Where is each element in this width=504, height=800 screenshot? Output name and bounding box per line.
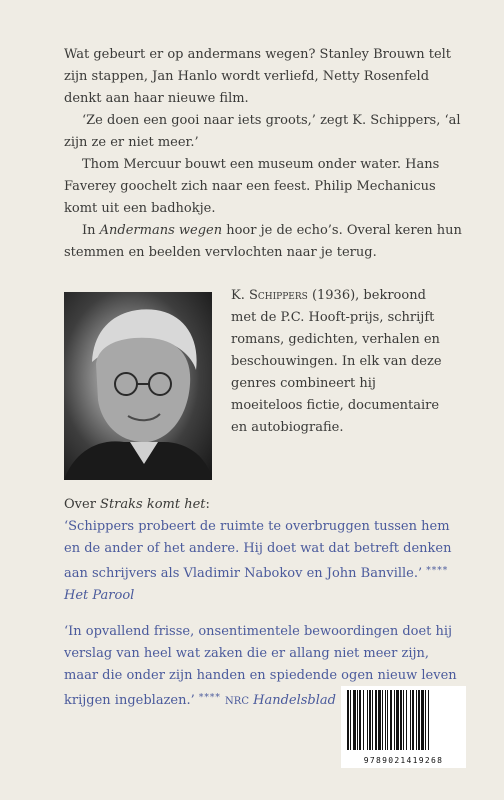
blurb (64, 44, 464, 264)
isbn-barcode (341, 686, 466, 768)
bio-text: (1936), bekroond met de P.C. Hooft-prijs, schrijft romans, gedichten, verhalen en beschouwingen. In elk van deze genres combineert hij moeiteloos fictie, documentaire en autobiografie. (231, 288, 442, 435)
blurb-text: hoor je de echo’s. Overal keren hun stemmen en beelden vervlochten naar je terug. (64, 223, 462, 260)
reviews (64, 494, 464, 713)
barcode-bar (416, 690, 417, 750)
reviews-colon: : (205, 497, 210, 512)
barcode-bar (387, 690, 388, 750)
blurb-text: In (82, 223, 100, 238)
author-bio-text (231, 285, 443, 439)
reviews-over-label: Over (64, 497, 101, 512)
review-source: Handelsblad (253, 693, 336, 708)
isbn-digits: 9789021419268 (363, 756, 444, 765)
barcode-bar (410, 690, 411, 750)
barcode-bar (394, 690, 395, 750)
author-name-initial: K. S (231, 288, 258, 303)
barcode-bar (385, 690, 386, 750)
barcode-bar (347, 690, 349, 750)
barcode-bar (350, 690, 351, 750)
barcode-bar (396, 690, 399, 750)
quote-text: ‘Schippers probeert de ruimte te overbruggen tussen hem en de ander of het andere. Hij doet wat dat betreft denken aan schrijvers als Vladimir Nabokov en John Banville.’ (64, 519, 452, 581)
rating-stars: **** (198, 693, 221, 703)
author-name-rest: chippers (257, 288, 308, 303)
blurb-paragraph-3: Thom Mercuur bouwt een museum onder water. Hans Faverey goochelt zich naar een feest. Philip Mechanicus komt uit een badhokje. (64, 157, 440, 216)
barcode-bar (353, 690, 356, 750)
blurb-paragraph-4 (64, 220, 464, 264)
barcode-bar (363, 690, 364, 750)
review-quote-1 (64, 516, 464, 607)
barcode-bar (400, 690, 402, 750)
author-bio (231, 285, 443, 439)
barcode-bar (367, 690, 368, 750)
blurb-paragraph-2: ‘Ze doen een gooi naar iets groots,’ zegt K. Schippers, ‘al zijn ze er niet meer.’ (64, 113, 461, 150)
author-photo (64, 292, 212, 480)
barcode-bar (390, 690, 392, 750)
barcode-bar (378, 690, 381, 750)
barcode-bar (406, 690, 407, 750)
barcode-bar (425, 690, 426, 750)
reviewed-title: Straks komt het (100, 497, 206, 512)
book-title: Andermans wegen (99, 223, 223, 238)
barcode-bar (403, 690, 404, 750)
barcode-bar (418, 690, 420, 750)
barcode-bar (428, 690, 429, 750)
barcode-bar (359, 690, 361, 750)
barcode-bar (357, 690, 358, 750)
reviews-intro (64, 494, 464, 516)
barcode-bar (412, 690, 414, 750)
barcode-bar (369, 690, 371, 750)
barcode-bar (421, 690, 424, 750)
rating-stars: **** (426, 566, 449, 576)
blurb-paragraph-1: Wat gebeurt er op andermans wegen? Stanley Brouwn telt zijn stappen, Jan Hanlo wordt verliefd, Netty Rosenfeld denkt aan haar nieuwe film. (64, 47, 452, 106)
review-source-prefix: NRC (225, 696, 249, 707)
barcode-bars (347, 690, 460, 750)
quote-text: ‘In opvallend frisse, onsentimentele bewoordingen doet hij verslag van heel wat zaken die er allang niet meer zijn, maar die onder zijn handen en spiedende ogen nieuw leven krijgen ingeblazen.’ (64, 624, 457, 708)
barcode-bar (372, 690, 373, 750)
barcode-bar (375, 690, 377, 750)
review-source: Het Parool (64, 588, 135, 603)
barcode-bar (382, 690, 383, 750)
